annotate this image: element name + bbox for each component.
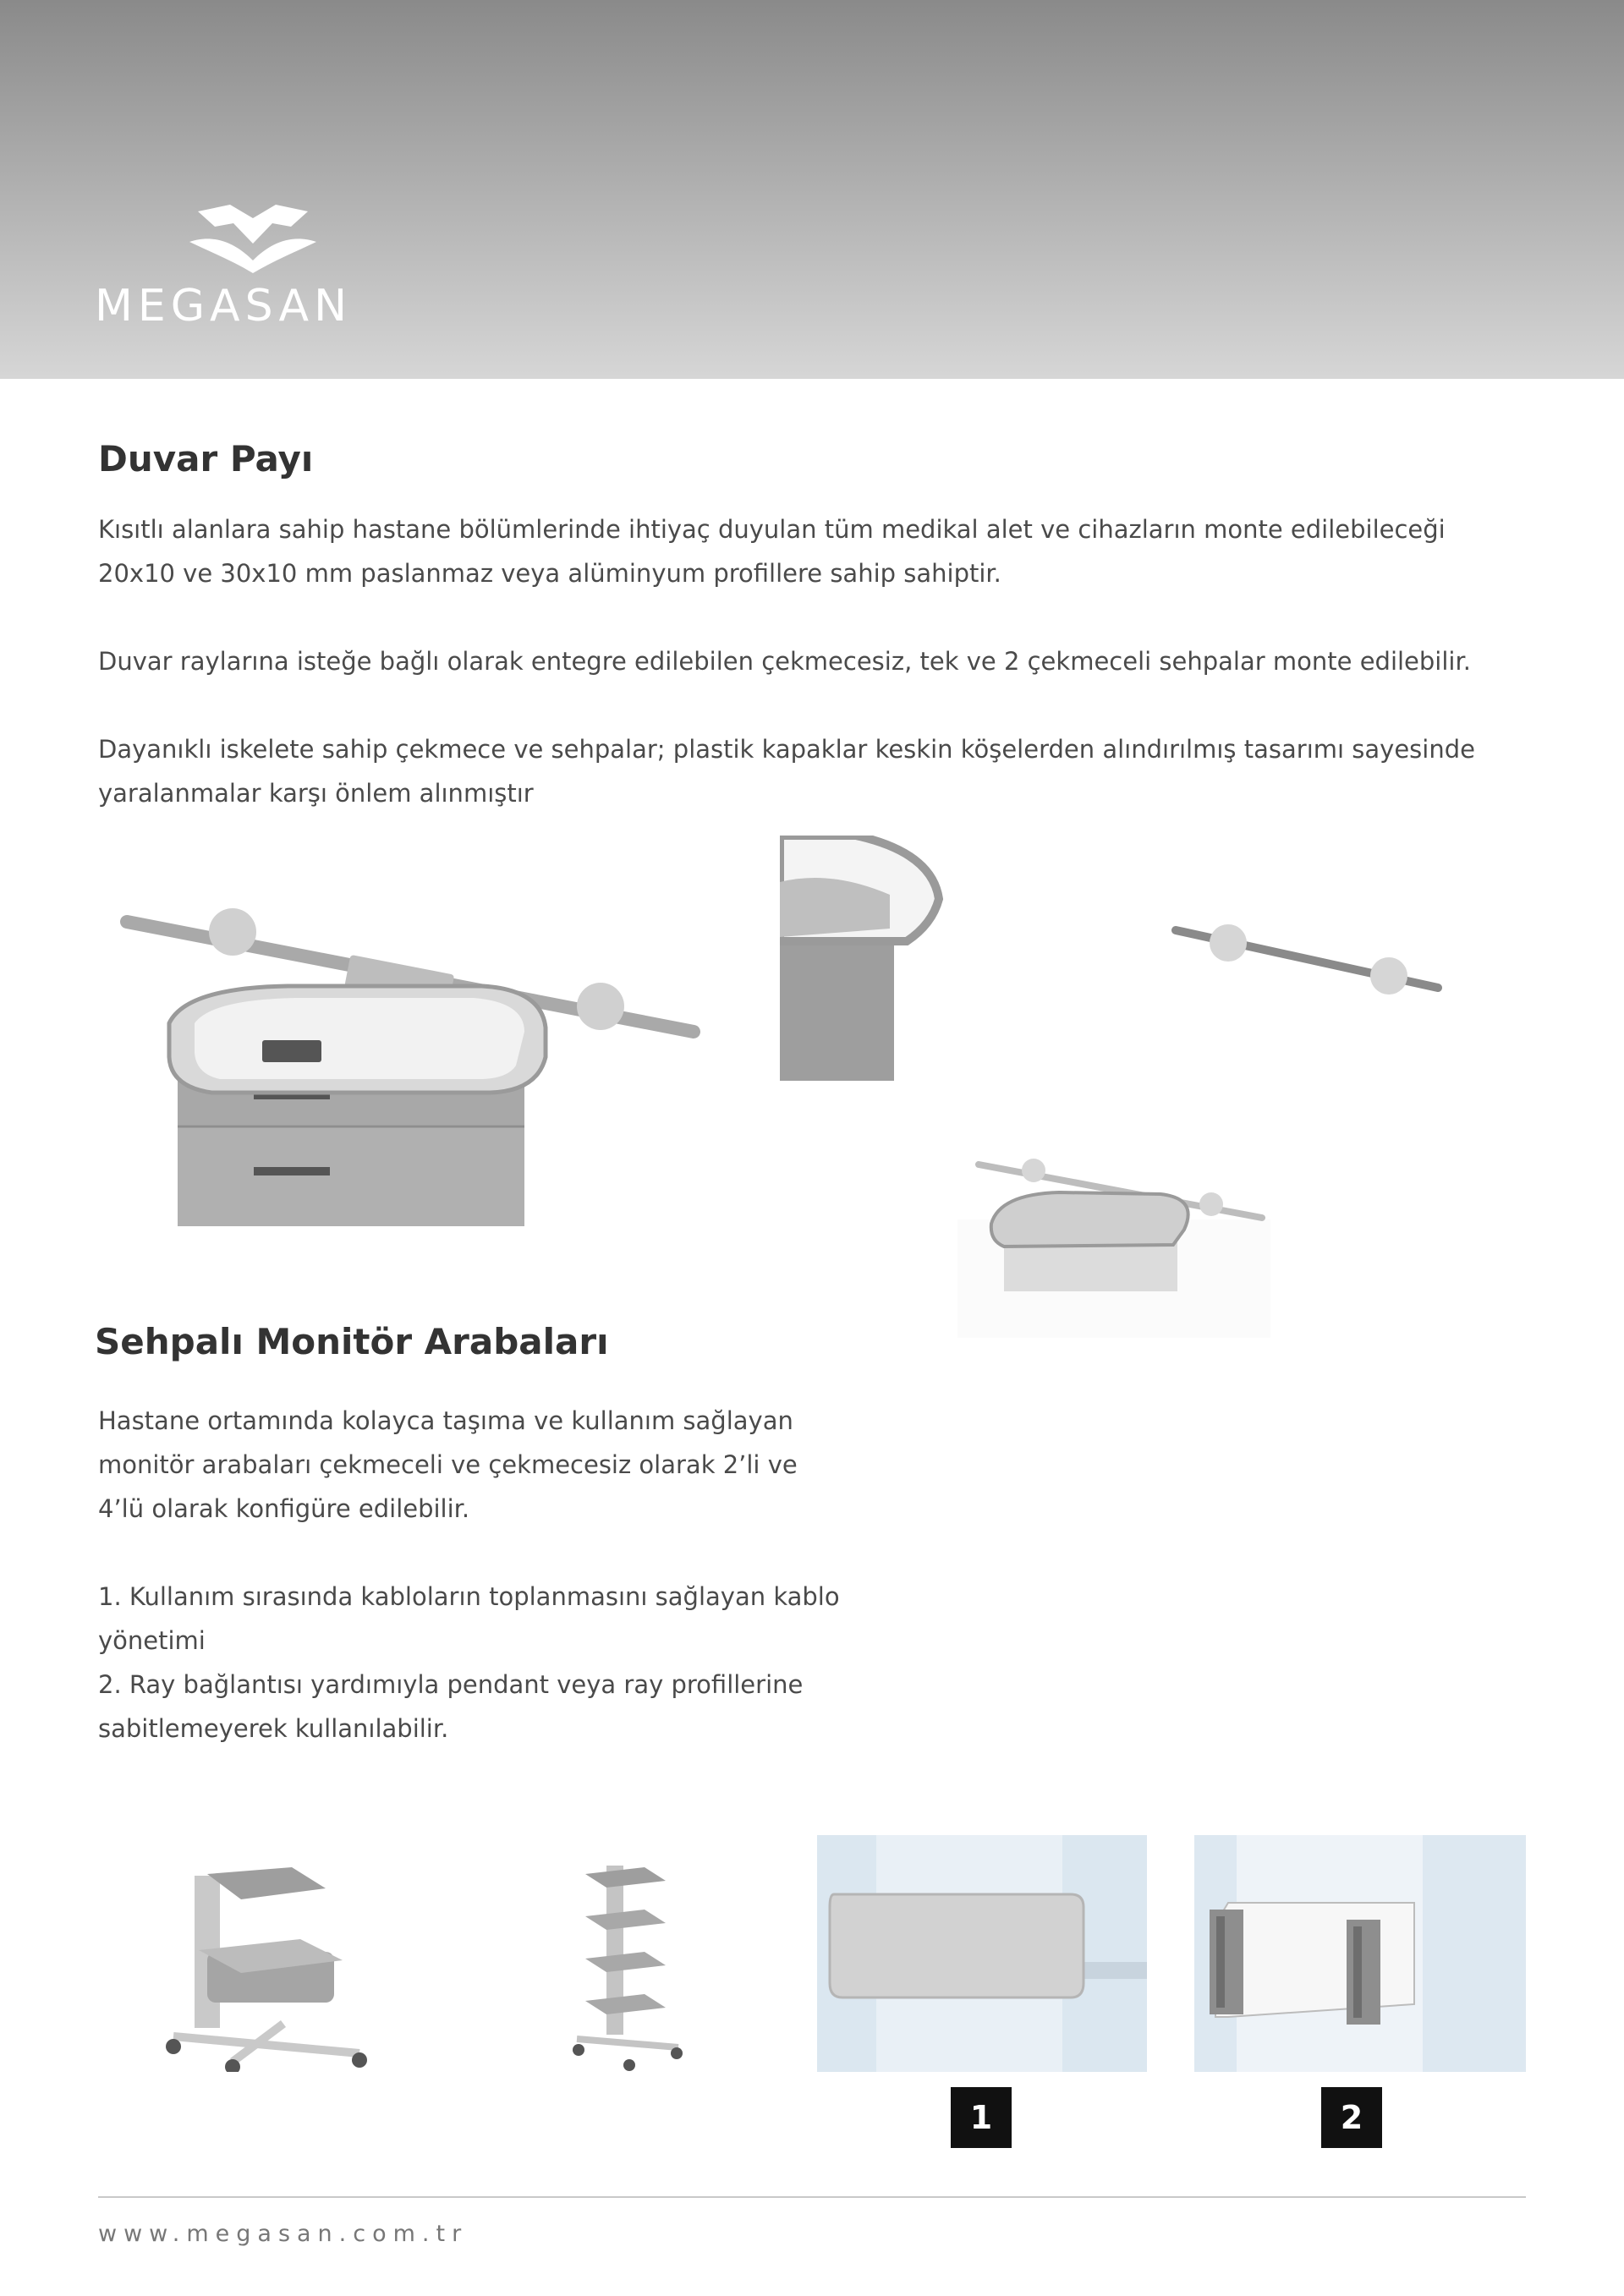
section1-paragraph-1: Kısıtlı alanlara sahip hastane bölümlerinde ihtiyaç duyulan tüm medikal alet ve cihazların monte edilebileceği 20x10 ve 30x10 mm paslanmaz veya alüminyum profillere sahip sahiptir. xyxy=(98,515,1446,588)
wall-rail-single-drawer-table-image xyxy=(957,1152,1270,1338)
cable-management-closeup-image xyxy=(817,1835,1147,2072)
footer-divider xyxy=(98,2196,1526,2198)
footer-website-url[interactable]: www.megasan.com.tr xyxy=(98,2221,469,2247)
section-title-monitor-arabalari: Sehpalı Monitör Arabaları xyxy=(95,1321,609,1362)
monitor-cart-two-shelf-image xyxy=(156,1859,376,2072)
section1-paragraph-2: Duvar raylarına isteğe bağlı olarak entegre edilebilen çekmecesiz, tek ve 2 çekmeceli sehpalar monte edilebilir. xyxy=(98,647,1471,676)
section2-intro: Hastane ortamında kolayca taşıma ve kullanım sağlayan monitör arabaları çekmeceli ve çekmecesiz olarak 2’li ve 4’lü olarak konfigüre edilebilir. xyxy=(98,1406,798,1523)
rail-connection-closeup-image xyxy=(1194,1835,1526,2072)
image-number-badge-2: 2 xyxy=(1321,2087,1382,2148)
wall-rail-profile-image xyxy=(1169,913,1448,1006)
wall-rail-two-drawer-table-image xyxy=(118,896,710,1252)
brand-name: MEGASAN xyxy=(95,281,353,332)
brand-logo xyxy=(95,193,408,337)
table-corner-closeup-image xyxy=(780,836,949,1081)
section-title-duvar-payi: Duvar Payı xyxy=(98,438,314,479)
section1-paragraph-3: Dayanıklı iskelete sahip çekmece ve sehpalar; plastik kapaklar keskin köşelerden alındırılmış tasarımı sayesinde yaralanmalar karşı önlem alınmıştır xyxy=(98,735,1475,808)
megasan-bird-icon xyxy=(189,193,316,273)
section2-item-1: 1. Kullanım sırasında kabloların toplanmasını sağlayan kablo yönetimi xyxy=(98,1582,840,1655)
monitor-cart-four-shelf-image xyxy=(568,1857,687,2074)
section2-item-2: 2. Ray bağlantısı yardımıyla pendant veya ray profillerine sabitlemeyerek kullanılabilir. xyxy=(98,1670,804,1743)
image-number-badge-1: 1 xyxy=(951,2087,1012,2148)
